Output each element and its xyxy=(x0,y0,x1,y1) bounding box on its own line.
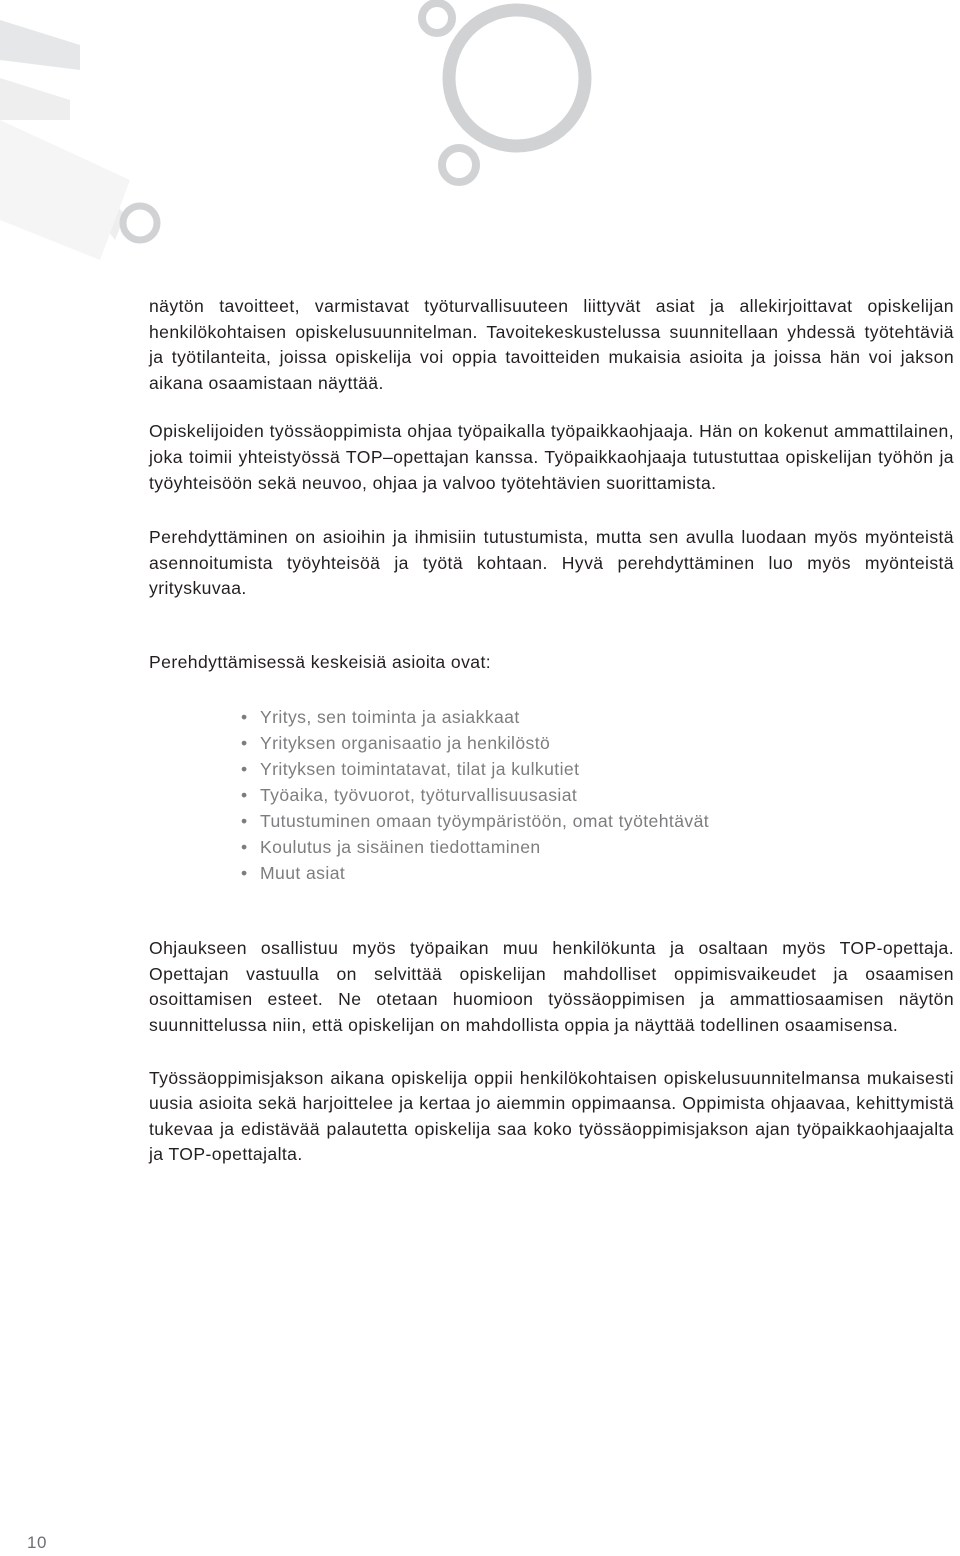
list-item: • Yrityksen toimintatavat, tilat ja kulkutiet xyxy=(241,756,954,782)
paragraph-teacher-role: Ohjaukseen osallistuu myös työpaikan muu henkilökunta ja osaltaan myös TOP-opettaja. Opettajan vastuulla on selvittää opiskelijan mahdolliset oppimisvaikeudet ja osaamisen osoittamisen esteet. Ne otetaan huomioon työssäoppimisen ja ammattiosaamisen näytön suunnittelussa niin, että opiskelijan on mahdollista oppia ja näyttää todellinen osaamisensa. xyxy=(149,938,954,1035)
paragraph-goals: näytön tavoitteet, varmistavat työturvallisuuteen liittyvät asiat ja allekirjoittavat opiskelijan henkilökohtaisen opiskelusuunnitelman. Tavoitekeskustelussa suunnitellaan yhdessä työtehtäviä ja työtilanteita, joissa opiskelija voi oppia tavoitteiden mukaisia asioita ja joissa hän voi jakson aikana osaamistaan näyttää. xyxy=(149,296,954,393)
paragraph-workplace-instructor: Opiskelijoiden työssäoppimista ohjaa työpaikalla työpaikkaohjaaja. Hän on kokenut ammattilainen, joka toimii yhteistyössä TOP–opettajan kanssa. Työpaikkaohjaaja tutustuttaa opiskelijan työhön ja työyhteisöön sekä neuvoo, ohjaa ja valvoo työtehtävien suorittamista. xyxy=(149,421,954,493)
list-item: • Koulutus ja sisäinen tiedottaminen xyxy=(241,834,954,860)
list-item: • Työaika, työvuorot, työturvallisuusasiat xyxy=(241,782,954,808)
paragraph-learning-period: Työssäoppimisjakson aikana opiskelija oppii henkilökohtaisen opiskelusuunnitelmansa mukaisesti uusia asioita sekä harjoittelee ja kertaa jo aiemmin oppimaansa. Oppimista ohjaavaa, kehittymistä tukevaa ja edistävää palautetta opiskelija saa koko työssäoppimisjakson ajan työpaikkaohjaajalta ja TOP-opettajalta. xyxy=(149,1067,954,1165)
key-topics-list xyxy=(149,704,954,887)
decorative-circles-icon xyxy=(0,0,960,260)
paragraph-key-topics-intro: Perehdyttämisessä keskeisiä asioita ovat: xyxy=(149,651,492,672)
page-number: 10 xyxy=(27,1533,47,1552)
page-content xyxy=(149,294,954,1168)
list-item: • Yritys, sen toiminta ja asiakkaat xyxy=(241,704,954,730)
list-item: • Muut asiat xyxy=(241,860,954,886)
paragraph-orientation: Perehdyttäminen on asioihin ja ihmisiin tutustumista, mutta sen avulla luodaan myös myönteistä asennoitumista työyhteisöä ja työtä kohtaan. Hyvä perehdyttäminen luo myös myönteistä yrityskuvaa. xyxy=(149,527,954,599)
list-item: • Tutustuminen omaan työympäristöön, omat työtehtävät xyxy=(241,808,954,834)
list-item: • Yrityksen organisaatio ja henkilöstö xyxy=(241,730,954,756)
